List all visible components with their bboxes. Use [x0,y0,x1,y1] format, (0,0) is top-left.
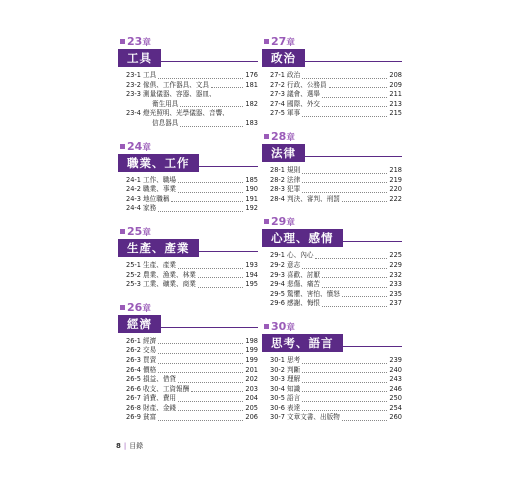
toc-entry-page: 260 [389,413,402,422]
dot-leader [158,363,243,364]
toc-entry-text: 26-1 經濟 [126,336,157,345]
toc-entry[interactable] [262,413,402,423]
dot-leader [158,211,243,212]
toc-entry[interactable] [262,81,402,91]
chapter-title: 工具 [118,49,161,67]
chapter-number: 29 [271,215,287,229]
toc-entry-text: 30-4 知識 [270,384,301,393]
toc-entry[interactable] [262,109,402,119]
toc-entry-text: 25-2 農業、漁業、林業 [126,270,196,279]
toc-entry-text: 26-3 買賣 [126,355,157,364]
toc-entry-page: 195 [245,280,258,289]
dot-leader [178,182,243,183]
toc-entry-page: 193 [245,260,258,269]
dot-leader [302,410,387,411]
dot-leader [302,116,387,117]
chapter-suffix: 章 [286,322,295,333]
toc-entry-text: 27-2 行政、公務員 [270,80,327,89]
toc-entry-text: 26-2 交易 [126,346,157,355]
toc-entry[interactable] [262,271,402,281]
toc-entry-text: 23-2 傢俱、工作器具、文具 [126,80,209,89]
toc-entry-list [118,176,258,214]
toc-entry-page: 202 [245,375,258,384]
chapter-number-label [118,226,258,237]
toc-entry-text: 24-4 家務 [126,204,157,213]
dot-leader [178,268,243,269]
chapter-section [262,216,402,309]
chapter-section [262,131,402,204]
toc-entry[interactable] [262,366,402,376]
toc-entry-text: 23-1 工具 [126,71,157,79]
toc-entry-page: 204 [245,394,258,403]
dot-leader [302,182,387,183]
toc-entry-text: 28-1 規則 [270,165,301,174]
chapter-marker-icon [264,39,269,44]
chapter-section [262,36,402,119]
chapter-section [118,226,258,290]
chapter-marker-icon [264,134,269,139]
section-label: 目錄 [129,442,144,450]
dot-leader [178,410,243,411]
toc-entry-text: 26-7 消費、費用 [126,394,177,403]
toc-entry-text: 30-7 文章文書、出版物 [270,413,340,422]
chapter-number-label [262,216,402,227]
toc-entry[interactable] [118,204,258,214]
toc-entry[interactable] [118,100,258,110]
toc-entry[interactable] [262,166,402,176]
toc-entry-text: 24-3 地位職稱 [126,194,170,203]
toc-entry-list [118,261,258,290]
toc-entry-page: 229 [389,260,402,269]
toc-entry[interactable] [118,271,258,281]
dot-leader [158,343,243,344]
toc-entry[interactable] [118,176,258,186]
dot-leader [180,126,243,127]
toc-entry-page: 218 [389,165,402,174]
dot-leader [302,78,387,79]
toc-entry-page: 205 [245,403,258,412]
toc-entry[interactable] [118,81,258,91]
dot-leader [302,268,387,269]
chapter-marker-icon [264,324,269,329]
toc-entry-text: 26-9 貧富 [126,413,157,422]
chapter-number: 27 [271,35,287,48]
dot-leader [302,372,387,373]
dot-leader [302,363,387,364]
toc-entry-text: 24-2 職業、事業 [126,185,177,194]
dot-leader [302,192,387,193]
toc-entry-text: 26-6 收支、工資報酬 [126,384,190,393]
toc-entry-page: 233 [389,280,402,289]
toc-entry-text: 23-3 測量儀器、容器、器皿、 [126,90,216,99]
chapter-number-label [118,36,258,47]
chapter-number: 24 [127,139,143,153]
toc-entry[interactable] [118,261,258,271]
chapter-marker-icon [120,229,125,234]
dot-leader [342,201,388,202]
dot-leader [302,173,387,174]
toc-entry-text: 29-1 心、內心 [270,251,314,260]
chapter-number: 28 [271,129,287,143]
toc-entry-list [118,337,258,423]
toc-entry[interactable] [118,356,258,366]
toc-entry-page: 191 [245,194,258,203]
toc-entry-page: 211 [389,90,402,99]
chapter-number: 23 [127,35,143,48]
dot-leader [342,296,388,297]
toc-entry[interactable] [118,280,258,290]
toc-entry[interactable] [118,346,258,356]
chapter-section [118,36,258,129]
chapter-marker-icon [120,305,125,310]
dot-leader [322,306,387,307]
toc-entry-page: 182 [245,99,258,108]
toc-entry-text: 28-4 判決、審判、刑罰 [270,194,340,203]
toc-entry-text: 29-3 喜歡、討厭 [270,270,321,279]
toc-entry[interactable] [118,337,258,347]
toc-entry-text: 29-2 意志 [270,260,301,269]
dot-leader [180,106,243,107]
dot-leader [302,382,387,383]
chapter-number: 26 [127,300,143,314]
chapter-title: 經濟 [118,315,161,333]
chapter-title-row [118,313,258,331]
chapter-marker-icon [120,39,125,44]
toc-entry[interactable] [118,413,258,423]
toc-entry[interactable] [262,195,402,205]
toc-entry-page: 194 [245,270,258,279]
toc-entry-text: 25-1 生產、產業 [126,260,177,269]
toc-entry[interactable] [262,185,402,195]
toc-entry-page: 225 [389,251,402,260]
footer-separator: | [123,442,127,450]
chapter-suffix: 章 [286,38,295,48]
toc-entry-list [262,166,402,204]
toc-entry-page: 220 [389,185,402,194]
dot-leader [302,391,387,392]
toc-entry[interactable] [118,109,258,119]
dot-leader [211,87,243,88]
toc-entry-page: 219 [389,175,402,184]
toc-entry-text: 29-4 悲傷、痛苦 [270,280,321,289]
chapter-title: 職業、工作 [118,154,199,172]
chapter-title: 思考、語言 [262,334,343,352]
toc-entry-list [262,356,402,423]
chapter-title: 心理、感情 [262,229,343,247]
dot-leader [315,258,387,259]
chapter-number: 30 [271,319,287,333]
dot-leader [158,420,243,421]
toc-entry-page: 192 [245,204,258,213]
toc-entry-text: 30-1 思考 [270,355,301,364]
toc-right-column [262,36,402,435]
toc-left-column [118,36,258,435]
toc-entry-text: 27-1 政治 [270,71,301,79]
toc-entry-page: 199 [245,346,258,355]
dot-leader [322,287,387,288]
chapter-suffix: 章 [286,218,295,229]
toc-entry-text: 29-5 驚懼、害怕、憤怒 [270,289,340,298]
toc-entry-text: 28-2 法律 [270,175,301,184]
chapter-section [118,302,258,423]
chapter-title-row [262,227,402,245]
dot-leader [158,353,243,354]
toc-entry-text: 27-4 國際、外交 [270,99,321,108]
chapter-title-row [118,47,258,65]
chapter-title-row [262,332,402,350]
toc-entry-text: 信息器具 [152,118,179,127]
toc-entry-text: 29-6 感謝、悔恨 [270,299,321,308]
chapter-number-label [118,141,258,152]
toc-entry[interactable] [262,90,402,100]
toc-entry-text: 26-4 價格 [126,365,157,374]
toc-entry-page: 181 [245,80,258,89]
toc-entry[interactable] [118,185,258,195]
dot-leader [178,192,243,193]
toc-entry[interactable] [118,195,258,205]
dot-leader [198,287,244,288]
toc-entry-page: 235 [389,289,402,298]
toc-entry-page: 215 [389,109,402,118]
toc-entry[interactable] [118,366,258,376]
chapter-title: 政治 [262,49,305,67]
chapter-title-row [262,142,402,160]
toc-entry[interactable] [118,71,258,81]
toc-entry[interactable] [262,261,402,271]
chapter-number: 25 [127,224,143,238]
toc-entry-text: 30-5 語言 [270,394,301,403]
toc-entry-page: 208 [389,71,402,79]
toc-entry[interactable] [262,71,402,81]
toc-entry-page: 250 [389,394,402,403]
toc-entry-list [262,71,402,119]
toc-entry[interactable] [262,394,402,404]
chapter-section [118,141,258,214]
toc-entry-text: 28-3 犯罪 [270,185,301,194]
dot-leader [322,97,387,98]
chapter-marker-icon [264,219,269,224]
toc-entry-text: 26-5 損益、借貸 [126,375,177,384]
toc-entry-page: 199 [245,355,258,364]
dot-leader [322,277,387,278]
toc-entry-page: 246 [389,384,402,393]
toc-entry-page: 213 [389,99,402,108]
toc-entry[interactable] [118,394,258,404]
toc-entry[interactable] [262,290,402,300]
toc-entry-list [118,71,258,129]
page-number: 8 [116,442,121,450]
chapter-suffix: 章 [286,132,295,143]
chapter-title: 生產、產業 [118,239,199,257]
toc-entry-text: 26-8 財產、金錢 [126,403,177,412]
dot-leader [191,391,243,392]
toc-entry-text: 30-3 理解 [270,375,301,384]
toc-entry-page: 206 [245,413,258,422]
toc-entry-text: 25-3 工業、礦業、商業 [126,280,196,289]
toc-entry[interactable] [118,375,258,385]
toc-entry-page: 201 [245,365,258,374]
dot-leader [342,420,388,421]
toc-entry-page: 183 [245,118,258,127]
toc-entry-page: 185 [245,175,258,184]
toc-entry[interactable] [118,90,258,100]
dot-leader [322,106,387,107]
toc-entry-page: 254 [389,403,402,412]
toc-entry[interactable] [262,299,402,309]
chapter-suffix: 章 [142,142,151,153]
toc-entry[interactable] [262,356,402,366]
toc-entry-page: 190 [245,185,258,194]
toc-entry-page: 176 [245,71,258,79]
chapter-title-row [262,47,402,65]
dot-leader [302,401,387,402]
dot-leader [178,382,243,383]
toc-entry[interactable] [262,385,402,395]
dot-leader [198,277,244,278]
toc-entry-text: 24-1 工作、職場 [126,175,177,184]
toc-entry-list [262,251,402,309]
page-footer [116,441,143,451]
toc-entry[interactable] [262,176,402,186]
chapter-section [262,321,402,423]
toc-entry-text: 30-2 判斷 [270,365,301,374]
dot-leader [178,401,243,402]
toc-entry-page: 232 [389,270,402,279]
toc-entry-text: 27-5 軍事 [270,109,301,118]
toc-entry-page: 203 [245,384,258,393]
dot-leader [329,87,388,88]
chapter-number-label [262,36,402,47]
toc-entry-page: 243 [389,375,402,384]
dot-leader [171,201,243,202]
chapter-suffix: 章 [142,227,151,238]
chapter-number-label [262,321,402,332]
toc-entry[interactable] [262,251,402,261]
toc-entry-page: 237 [389,299,402,308]
toc-entry-text: 23-4 燈光照明、光學儀器、音響、 [126,109,229,118]
toc-entry-page: 222 [389,194,402,203]
chapter-number-label [118,302,258,313]
toc-entry-text: 30-6 表達 [270,403,301,412]
chapter-marker-icon [120,144,125,149]
toc-entry-page: 239 [389,355,402,364]
chapter-title-row [118,237,258,255]
dot-leader [158,372,243,373]
dot-leader [158,78,243,79]
toc-entry-page: 198 [245,336,258,345]
chapter-number-label [262,131,402,142]
toc-entry[interactable] [262,375,402,385]
toc-entry-page: 240 [389,365,402,374]
toc-entry[interactable] [118,385,258,395]
chapter-title-row [118,152,258,170]
chapter-suffix: 章 [142,303,151,314]
toc-entry[interactable] [262,100,402,110]
toc-entry-page: 209 [389,80,402,89]
toc-entry-text: 27-3 議會、選舉 [270,90,321,99]
toc-entry-text: 衛生用具 [152,99,179,108]
toc-entry[interactable] [118,119,258,129]
toc-entry[interactable] [262,280,402,290]
chapter-title: 法律 [262,144,305,162]
chapter-suffix: 章 [142,38,151,48]
